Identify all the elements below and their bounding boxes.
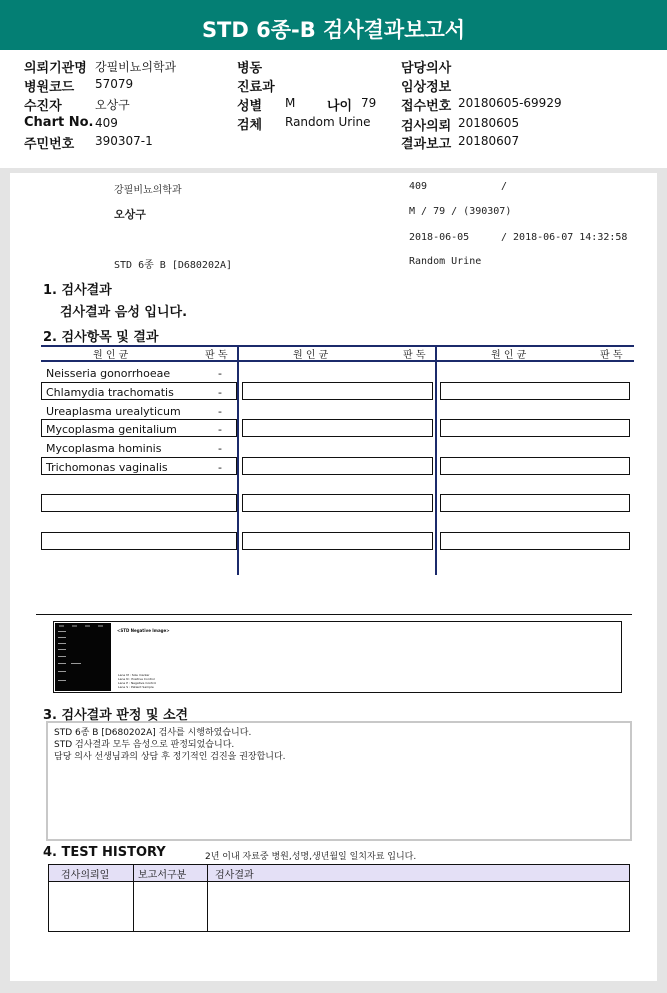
empty-cell [242,532,433,550]
empty-cell [242,494,433,512]
section-divider [36,614,632,615]
resident-no-value: 390307-1 [95,134,153,148]
gel-electrophoresis-image [55,623,111,691]
report-title: STD 6종-B 검사결과보고서 [201,18,466,42]
col-header-organism: 원 인 균 [293,350,329,361]
table-col-divider [237,345,239,575]
history-col-divider [133,864,134,932]
table-header-rule [41,360,634,362]
organism-result: - [218,386,222,399]
empty-cell [41,532,237,550]
ward-label: 병동 [237,61,263,76]
age-value: 79 [361,96,377,110]
gel-legend: Lane M : Size marker Lane N : Positive Control Lane P : Negative Control Lane S : Patient Sample [118,673,157,689]
table-col-divider [435,345,437,575]
resident-no-label: 주민번호 [24,137,75,152]
opinion-text: STD 6종 B [D680202A] 검사를 시행하였습니다. STD 검사결과 모두 음성으로 판정되었습니다. 담당 의사 선생님과의 상담 후 정기적인 검진을 권장합니다. [54,728,286,762]
request-date-label: 검사의뢰 [401,119,452,134]
info-chart: 409 [409,181,428,192]
result-cell [242,419,433,437]
empty-cell [440,494,630,512]
history-note: 2년 이내 자료중 병원,성명,생년월일 일치자료 입니다. [205,852,417,862]
organism-name: Chlamydia trachomatis [46,386,174,399]
hospital-code-label: 병원코드 [24,80,75,95]
history-table-header [49,865,629,882]
report-date-value: 20180607 [458,134,520,148]
section4-title: 4. TEST HISTORY [43,845,166,860]
info-hospital: 강필비뇨의학과 [114,185,182,196]
result-cell [41,419,237,437]
empty-cell [440,532,630,550]
report-date-label: 결과보고 [401,137,452,152]
receipt-no-label: 접수번호 [401,99,452,114]
chart-no-value: 409 [95,116,118,130]
sex-value: M [285,96,296,110]
gel-title: <STD Negative Image> [117,628,170,633]
clinical-info-label: 임상정보 [401,80,452,95]
section1-title: 1. 검사결과 [43,283,112,298]
hospital-label: 의뢰기관명 [24,61,87,76]
patient-value: 오상구 [95,98,130,112]
col-header-result: 판 독 [600,350,623,361]
organism-name: Mycoplasma genitalium [46,423,177,436]
organism-result: - [218,405,222,418]
col-header-organism: 원 인 균 [93,350,129,361]
request-date-value: 20180605 [458,116,520,130]
result-cell [440,457,630,475]
info-sex-age: M / 79 / (390307) [409,206,512,217]
receipt-no-value: 20180605-69929 [458,96,562,110]
result-cell [242,382,433,400]
organism-name: Mycoplasma hominis [46,442,162,455]
history-header-type: 보고서구분 [138,870,187,881]
section2-title: 2. 검사항목 및 결과 [43,330,159,345]
result-cell [242,457,433,475]
section3-title: 3. 검사결과 판정 및 소견 [43,708,189,723]
info-specimen: Random Urine [409,256,482,267]
sex-label: 성별 [237,99,263,114]
history-header-result: 검사결과 [215,870,254,881]
organism-name: Trichomonas vaginalis [46,461,168,474]
organism-result: - [218,367,222,380]
result-cell [440,419,630,437]
col-header-result: 판 독 [403,350,426,361]
info-date-received: 2018-06-05 [409,232,470,243]
empty-cell [41,494,237,512]
result-cell [41,382,237,400]
result-cell [41,457,237,475]
info-patient: 오상구 [114,208,146,221]
col-header-organism: 원 인 균 [491,350,527,361]
section1-result: 검사결과 음성 입니다. [60,305,188,320]
hospital-code-value: 57079 [95,77,134,91]
result-cell [440,382,630,400]
organism-result: - [218,442,222,455]
age-label: 나이 [327,99,353,114]
table-top-rule [41,345,634,347]
dept-label: 진료과 [237,80,275,95]
hospital-value: 강필비뇨의학과 [95,60,177,74]
info-date-reported: / 2018-06-07 14:32:58 [501,232,628,243]
doctor-label: 담당의사 [401,61,452,76]
organism-name: Neisseria gonorrhoeae [46,367,171,380]
info-chart-sep: / [501,181,508,192]
specimen-value: Random Urine [285,115,371,129]
specimen-label: 검체 [237,118,263,133]
chart-no-label: Chart No. [24,115,94,130]
history-col-divider [207,864,208,932]
info-test: STD 6종 B [D680202A] [114,260,233,271]
col-header-result: 판 독 [205,350,228,361]
patient-label: 수진자 [24,99,62,114]
organism-result: - [218,423,222,436]
organism-result: - [218,461,222,474]
organism-name: Ureaplasma urealyticum [46,405,181,418]
history-header-date: 검사의뢰일 [61,870,110,881]
